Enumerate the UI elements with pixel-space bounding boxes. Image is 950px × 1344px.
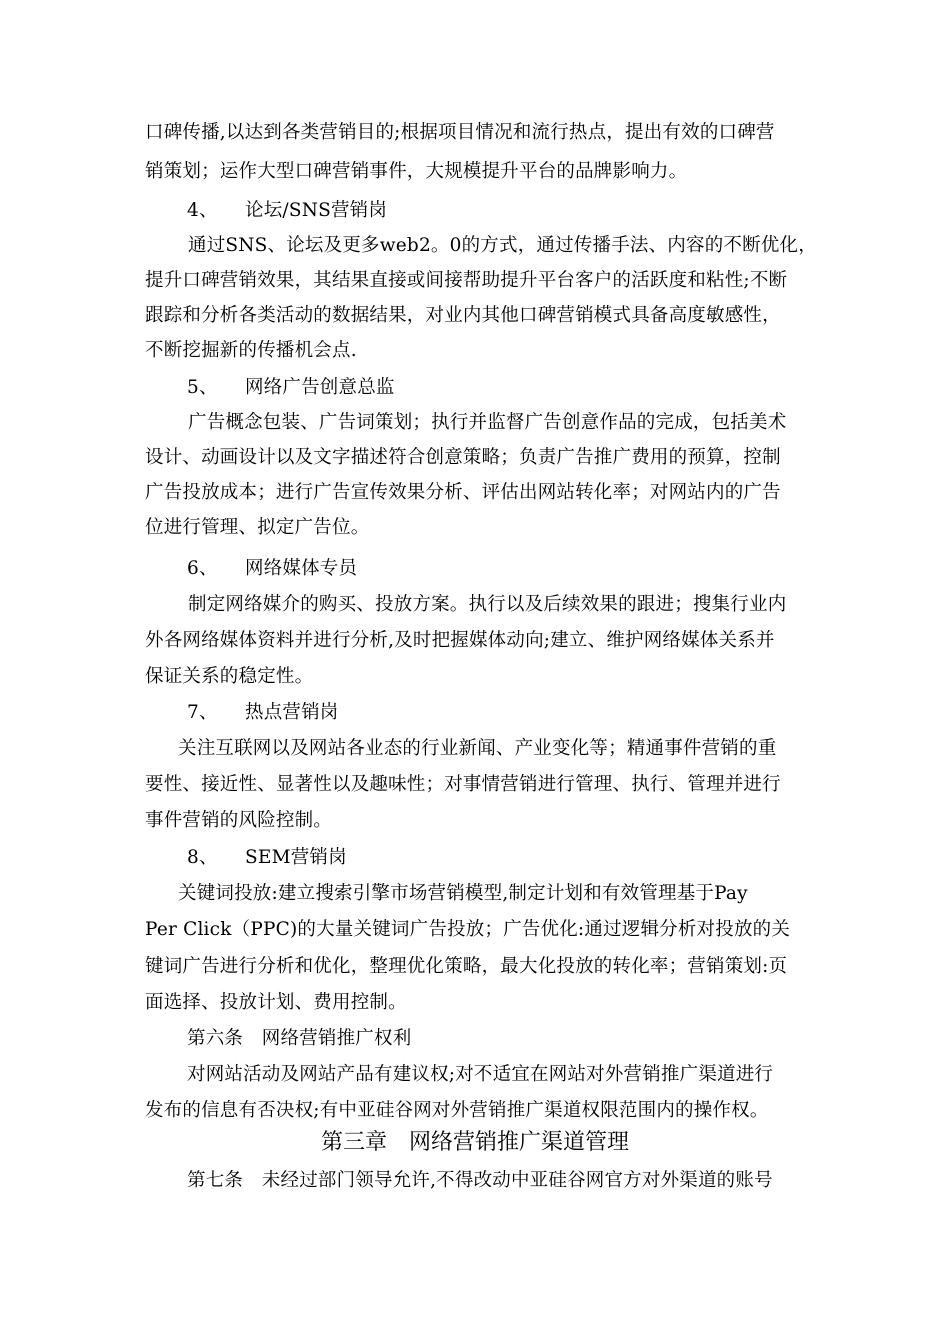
paragraph-line: 跟踪和分析各类活动的数据结果，对业内其他口碑营销模式具备高度敏感性， (145, 305, 781, 326)
paragraph-line: 外各网络媒体资料并进行分析,及时把握媒体动向;建立、维护网络媒体关系并 (145, 630, 775, 651)
paragraph-line: 销策划；运作大型口碑营销事件，大规模提升平台的品牌影响力。 (145, 161, 688, 182)
paragraph-line: 发布的信息有否决权;有中亚硅谷网对外营销推广渠道权限范围内的操作权。 (145, 1100, 769, 1121)
paragraph-line: 事件营销的风险控制。 (145, 810, 333, 831)
section-number: 5、 (187, 377, 218, 398)
paragraph-line: 广告概念包装、广告词策划；执行并监督广告创意作品的完成，包括美术 (188, 412, 787, 433)
paragraph-line: 提升口碑营销效果，其结果直接或间接帮助提升平台客户的活跃度和粘性;不断 (145, 270, 788, 291)
paragraph-line: 保证关系的稳定性。 (145, 666, 314, 687)
section-number: 7、 (187, 702, 218, 723)
section-title: 论坛/SNS营销岗 (245, 200, 388, 221)
section-number: 4、 (187, 200, 218, 221)
section-heading-6 (187, 554, 357, 584)
chapter-title: 第三章 网络营销推广渠道管理 (320, 1130, 629, 1155)
paragraph-line: 要性、接近性、显著性以及趣味性；对事情营销进行管理、执行、管理并进行 (145, 774, 781, 795)
section-title: 热点营销岗 (245, 702, 339, 723)
paragraph-line: 设计、动画设计以及文字描述符合创意策略；负责广告推广费用的预算，控制 (145, 447, 781, 468)
paragraph-line: 广告投放成本；进行广告宣传效果分析、评估出网站转化率；对网站内的广告 (145, 482, 781, 503)
paragraph-line: Per Click（PPC)的大量关键词广告投放；广告优化:通过逻辑分析对投放的关 (145, 919, 791, 940)
section-number: 8、 (187, 847, 218, 868)
section-heading-5 (187, 373, 395, 403)
paragraph-line: 通过SNS、论坛及更多web2。0的方式，通过传播手法、内容的不断优化， (188, 235, 817, 256)
paragraph-line: 不断挖掘新的传播机会点. (145, 340, 357, 361)
paragraph-line: 位进行管理、拟定广告位。 (145, 517, 370, 538)
section-title: SEM营销岗 (245, 847, 347, 868)
section-title: 网络媒体专员 (245, 558, 358, 579)
section-heading-4 (187, 196, 387, 226)
paragraph-line: 键词广告进行分析和优化，整理优化策略，最大化投放的转化率；营销策划:页 (145, 956, 788, 977)
section-title: 网络广告创意总监 (245, 377, 395, 398)
paragraph-line: 关注互联网以及网站各业态的行业新闻、产业变化等；精通事件营销的重 (178, 738, 777, 759)
section-heading-7 (187, 698, 339, 728)
section-heading-8 (187, 843, 347, 873)
paragraph-line: 关键词投放:建立搜索引擎市场营销模型,制定计划和有效管理基于Pay (178, 883, 748, 904)
article-6-title: 第六条 网络营销推广权利 (187, 1028, 412, 1049)
article-7-line: 第七条 未经过部门领导允许,不得改动中亚硅谷网官方对外渠道的账号 (187, 1170, 773, 1191)
paragraph-line: 口碑传播,以达到各类营销目的;根据项目情况和流行热点，提出有效的口碑营 (145, 122, 775, 143)
paragraph-line: 制定网络媒介的购买、投放方案。执行以及后续效果的跟进；搜集行业内 (188, 594, 787, 615)
paragraph-line: 对网站活动及网站产品有建议权;对不适宜在网站对外营销推广渠道进行 (187, 1064, 774, 1085)
section-number: 6、 (187, 558, 218, 579)
paragraph-line: 面选择、投放计划、费用控制。 (145, 992, 407, 1013)
